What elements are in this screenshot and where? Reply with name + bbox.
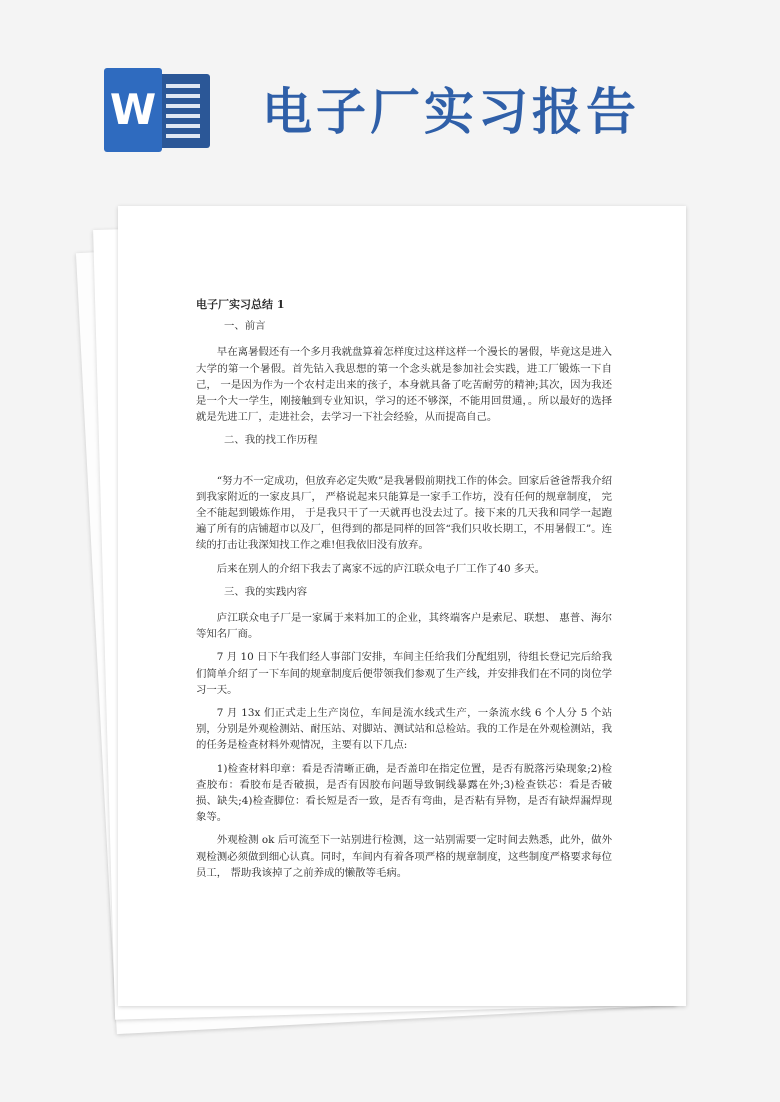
paragraph-7: 1)检查材料印章：看是否清晰正确，是否盖印在指定位置，是否有脱落污染现象;2)检查胶布：看胶布是否破损，是否有因胶布问题导致铜线暴露在外;3)检查铁芯：看是否破损、缺失;4)检查脚位：看长短是否一致，是否有弯曲，是否粘有异物，是否有缺焊漏焊现象等。 — [196, 762, 612, 824]
page-title: 电子厂实习报告 — [262, 83, 640, 141]
paragraph-2: “努力不一定成功，但放弃必定失败”是我暑假前期找工作的体会。回家后爸爸帮我介绍到我家附近的一家皮具厂， 严格说起来只能算是一家手工作坊，没有任何的规章制度， 完全不能起到锻炼作用， 于是我只干了一天就再也没去过了。接下来的几天我和同学一起跑遍了所有的店铺超市以及厂，但得到的都是同样的回答“我们只收长期工，不用暑假工”。连续的打击让我深知找工作之难!但我依旧没有放弃。 — [196, 474, 612, 552]
paragraph-6: 7 月 13x 们正式走上生产岗位，车间是流水线式生产，一条流水线 6 个人分 5 个站别，分别是外观检测站、耐压站、对脚站、测试站和总检站。我的工作是在外观检测站，我的任务是检查材料外观情况，主要有以下几点: — [196, 707, 612, 752]
section-heading-3: 三、我的实践内容 — [224, 585, 308, 598]
paragraph-4: 庐江联众电子厂是一家属于来料加工的企业，其终端客户是索尼、联想、 惠普、海尔等知名厂商。 — [196, 612, 612, 641]
paragraph-3: 后来在别人的介绍下我去了离家不远的庐江联众电子厂工作了40 多天。 — [216, 562, 546, 575]
paragraph-1: 早在离暑假还有一个多月我就盘算着怎样度过这样这样一个漫长的暑假，毕竟这是进入大学的第一个暑假。首先钻入我思想的第一个念头就是参加社会实践，进工厂锻炼一下自己， 一是因为作为一个农村走出来的孩子，本身就具备了吃苦耐劳的精神;其次，因为我还是一个大一学生，刚接触到专业知识，学习的还不够深，不能用回贯通，。所以最好的选择就是先进工厂，走进社会，去学习一下社会经验，从而提高自己。 — [196, 346, 612, 424]
page-header — [0, 0, 780, 190]
section-heading-1: 一、前言 — [224, 320, 266, 333]
word-icon-letter: W — [104, 68, 162, 152]
document-body — [196, 297, 612, 888]
paragraph-8: 外观检测 ok 后可流至下一站别进行检测，这一站别需要一定时间去熟悉，此外，做外观检测必须做到细心认真。同时，车间内有着各项严格的规章制度，这些制度严格要求每位员工， 帮助我该掉了之前养成的懒散等毛病。 — [196, 834, 612, 879]
paragraph-5: 7 月 10 日下午我们经人事部门安排，车间主任给我们分配组别，待组长登记完后给我们简单介绍了一下车间的规章制度后便带领我们参观了生产线，并安排我们在不同的岗位学习一天。 — [196, 651, 612, 696]
word-icon — [104, 68, 210, 152]
document-title: 电子厂实习总结 1 — [196, 298, 285, 311]
section-heading-2: 二、我的找工作历程 — [224, 434, 318, 447]
